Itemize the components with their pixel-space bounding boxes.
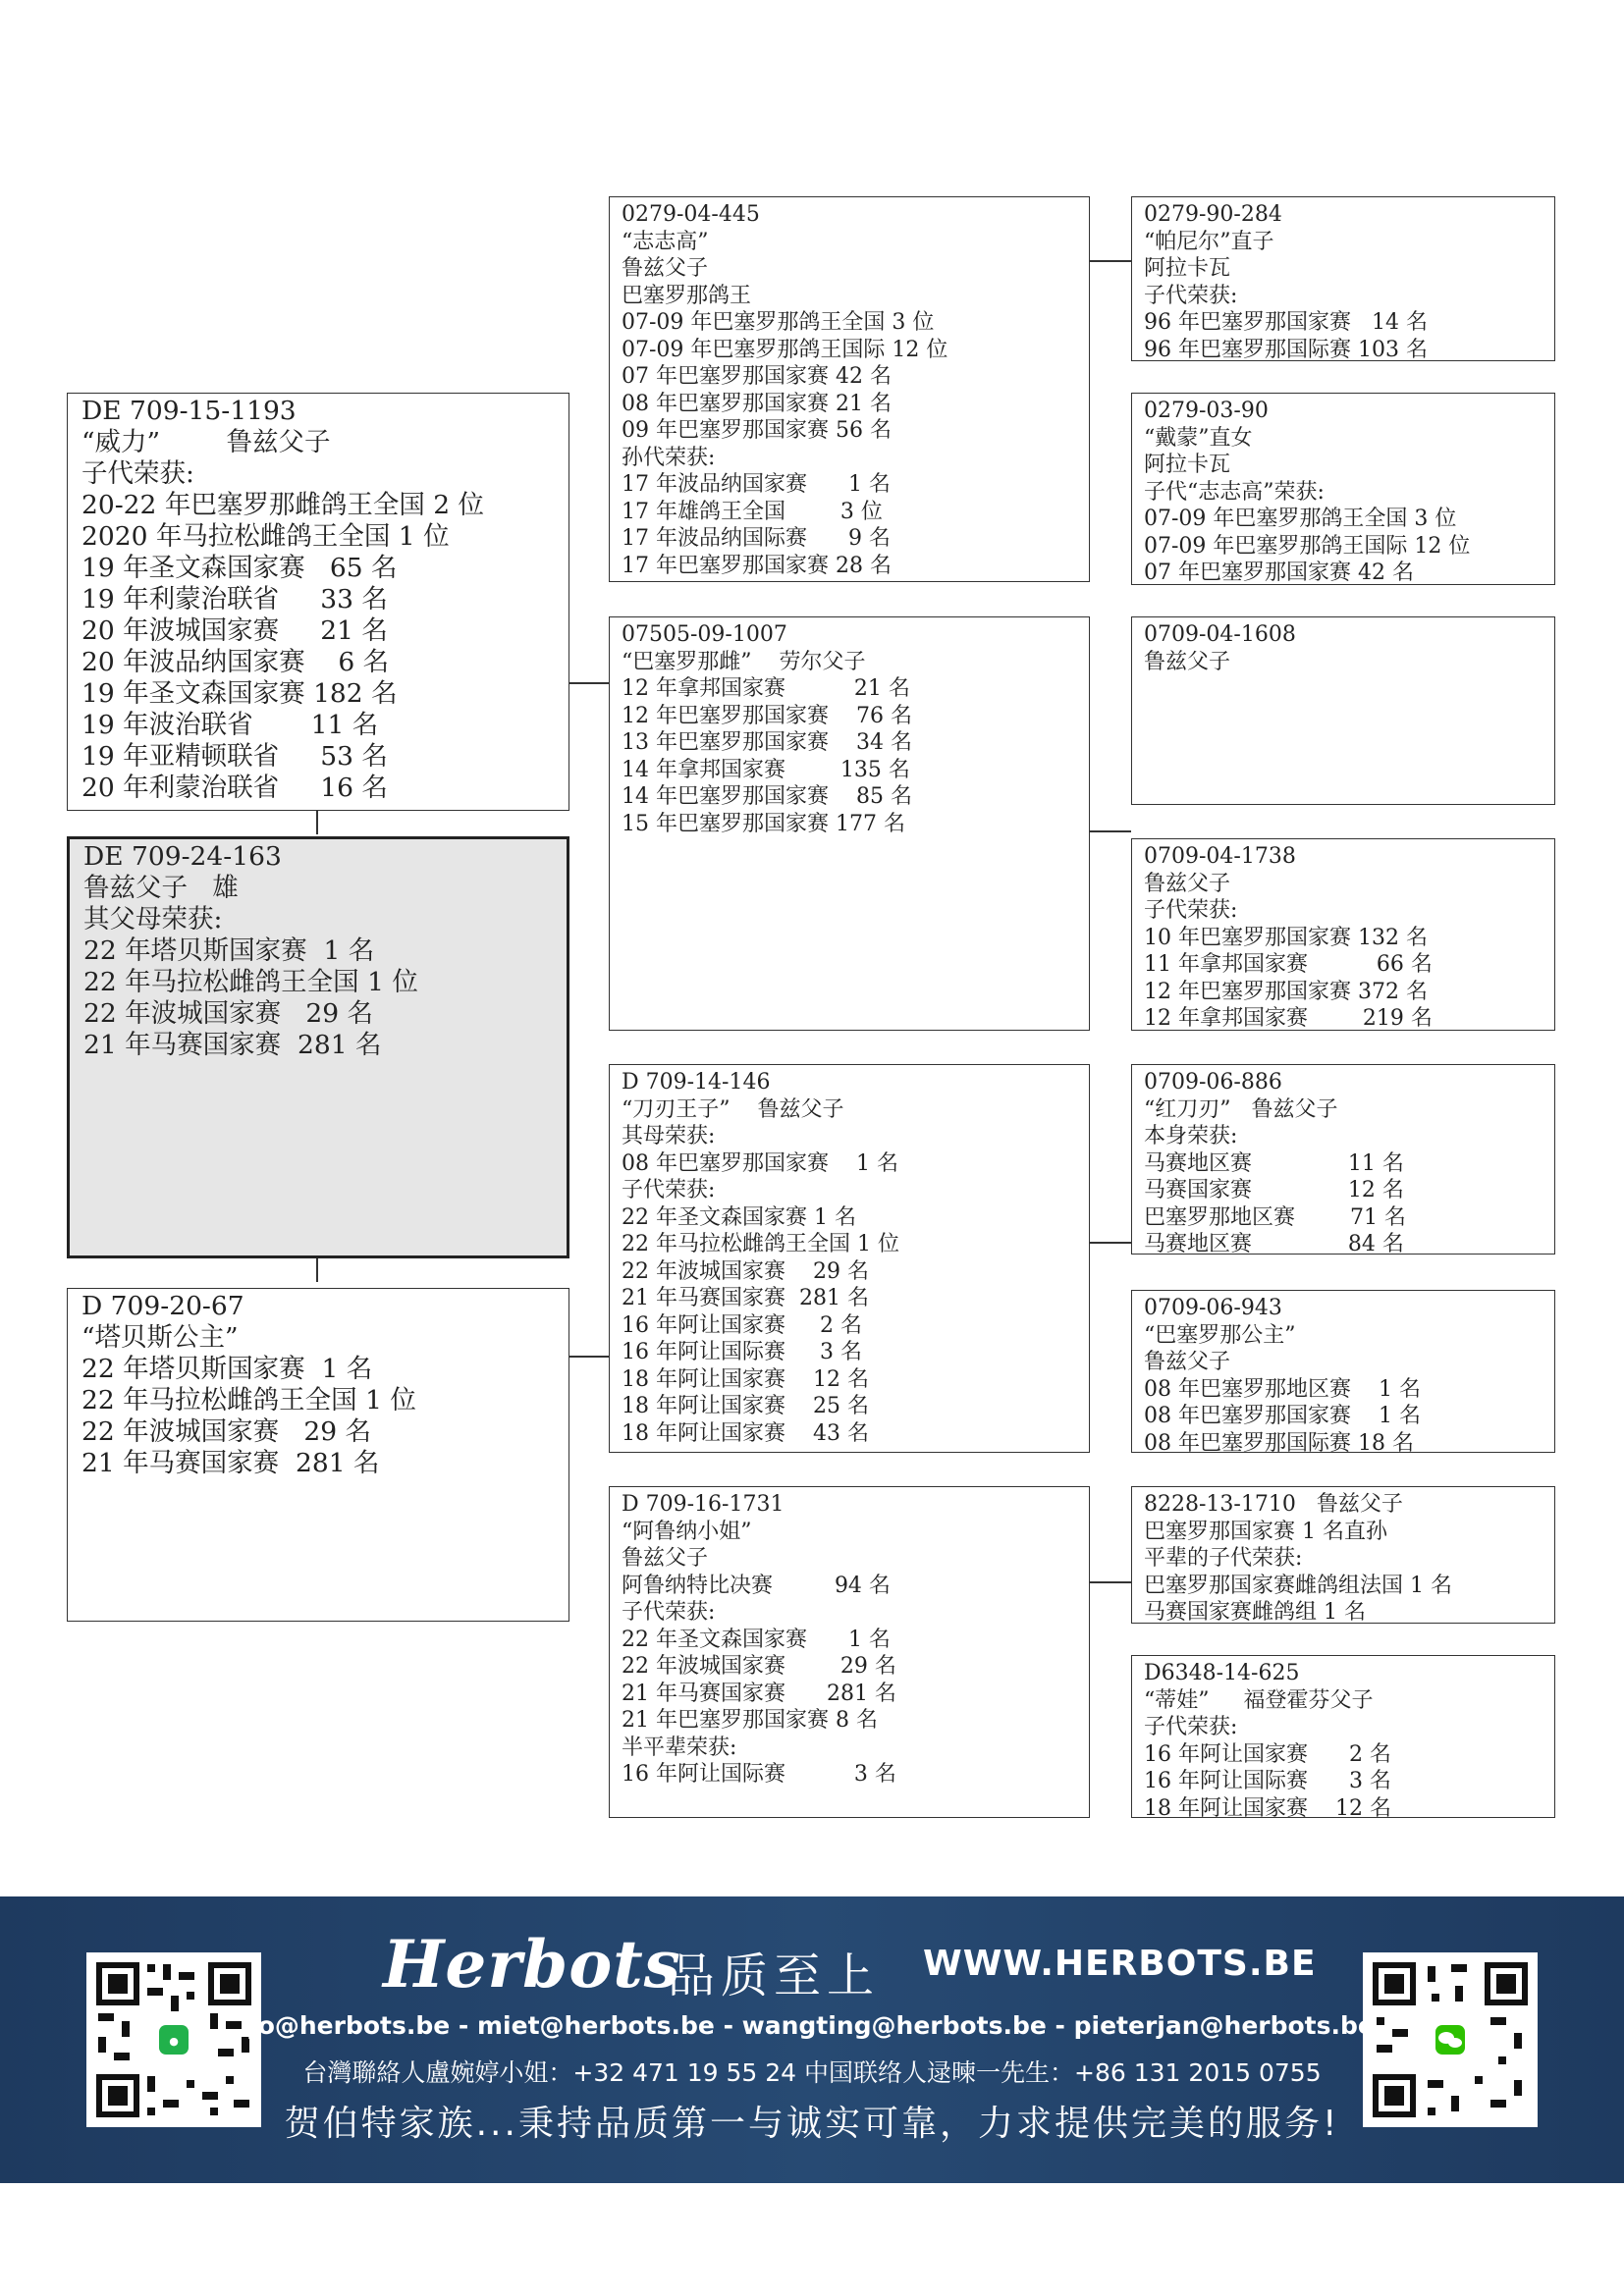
card-line: 22 年波城国家赛 29 名 — [622, 1654, 896, 1679]
ggp-card-text — [1144, 201, 1543, 363]
brand-header — [373, 1926, 1317, 2004]
card-line: 子代荣获: — [1144, 1715, 1238, 1739]
connector-line — [1090, 260, 1131, 262]
ggp-card-4 — [1131, 838, 1555, 1031]
card-line: 子代荣获: — [81, 458, 194, 489]
connector-line — [569, 1356, 609, 1358]
card-line: 20 年利蒙治联省 16 名 — [81, 773, 388, 803]
card-line: 阿鲁纳特比决赛 94 名 — [622, 1573, 891, 1598]
card-line: 08 年巴塞罗那地区赛 1 名 — [1144, 1376, 1421, 1402]
card-line: 08 年巴塞罗那国家赛 21 名 — [622, 391, 892, 416]
card-line: 07-09 年巴塞罗那鸽王国际 12 位 — [622, 337, 948, 362]
card-line: 鲁兹父子 — [1144, 649, 1231, 674]
card-line: 本身荣获: — [1144, 1124, 1238, 1148]
card-line: “巴塞罗那公主” — [1144, 1322, 1296, 1348]
connector-line — [316, 811, 318, 834]
ggp-card-text — [1144, 398, 1543, 587]
sire-card-text — [81, 396, 555, 804]
website-link[interactable]: WWW.HERBOTS.BE — [923, 1944, 1317, 1984]
card-line: 08 年巴塞罗那国际赛 18 名 — [1144, 1430, 1414, 1456]
card-line: 马赛地区赛 84 名 — [1144, 1232, 1404, 1256]
connector-line — [316, 1258, 318, 1282]
card-line: 22 年塔贝斯国家赛 1 名 — [81, 1354, 373, 1384]
card-line: 巴塞罗那鸽王 — [622, 283, 752, 308]
card-line: 08 年巴塞罗那国家赛 1 名 — [1144, 1404, 1421, 1428]
card-line: 07 年巴塞罗那国家赛 42 名 — [1144, 561, 1414, 585]
card-line: 12 年拿邦国家赛 21 名 — [622, 676, 910, 701]
card-line: 21 年马赛国家赛 281 名 — [622, 1681, 896, 1706]
card-line: 16 年阿让国际赛 3 名 — [622, 1340, 862, 1364]
card-line: D 709-20-67 — [81, 1291, 244, 1321]
card-line: 21 年马赛国家赛 281 名 — [81, 1448, 380, 1478]
contact-phones: 台灣聯絡人盧婉婷小姐：+32 471 19 55 24 中国联络人逯暕一先生：+86 131 2015 0755 — [302, 2058, 1322, 2087]
card-line: 16 年阿让国家赛 2 名 — [622, 1312, 862, 1338]
card-line: 22 年波城国家赛 29 名 — [81, 1416, 372, 1447]
card-line: 子代荣获: — [1144, 898, 1238, 923]
card-line: 20-22 年巴塞罗那雌鸽王全国 2 位 — [81, 490, 485, 520]
card-line: 22 年马拉松雌鸽王全国 1 位 — [622, 1232, 899, 1256]
card-line: 12 年巴塞罗那国家赛 76 名 — [622, 703, 912, 728]
card-line: 07 年巴塞罗那国家赛 42 名 — [622, 364, 892, 389]
dam-sire-card-text — [622, 1069, 1077, 1447]
subject-card-text — [83, 841, 553, 1061]
card-line: 22 年马拉松雌鸽王全国 1 位 — [81, 1385, 416, 1415]
card-line: 12 年拿邦国家赛 219 名 — [1144, 1006, 1433, 1031]
card-line: “蒂娃” 福登霍芬父子 — [1144, 1687, 1374, 1713]
ggp-card-3 — [1131, 616, 1555, 805]
card-line: 孙代荣获: — [622, 445, 716, 470]
card-line: 20 年波品纳国家赛 6 名 — [81, 647, 390, 677]
card-line: 阿拉卡瓦 — [1144, 256, 1231, 281]
card-line: 09 年巴塞罗那国家赛 56 名 — [622, 418, 892, 443]
dam-card — [67, 1288, 569, 1622]
footer-banner — [0, 1896, 1624, 2183]
ggp-card-2 — [1131, 393, 1555, 585]
ggp-card-1 — [1131, 196, 1555, 361]
card-line: 08 年巴塞罗那国家赛 1 名 — [622, 1150, 898, 1176]
card-line: 子代“志志高”荣获: — [1144, 479, 1325, 505]
card-line: 马赛地区赛 11 名 — [1144, 1150, 1404, 1176]
card-line: 07-09 年巴塞罗那鸽王全国 3 位 — [1144, 507, 1457, 531]
card-line: “威力” 鲁兹父子 — [81, 427, 331, 457]
card-line: 19 年圣文森国家赛 65 名 — [81, 553, 398, 583]
ggp-card-7 — [1131, 1486, 1555, 1624]
card-line: 其父母荣获: — [83, 904, 223, 934]
card-line: 其母荣获: — [622, 1124, 716, 1148]
card-line: 22 年马拉松雌鸽王全国 1 位 — [83, 967, 418, 997]
card-line: D6348-14-625 — [1144, 1661, 1300, 1685]
card-line: 07505-09-1007 — [622, 622, 787, 647]
card-line: 13 年巴塞罗那国家赛 34 名 — [622, 730, 912, 755]
sire-dam-card-text — [622, 621, 1077, 837]
card-line: 0279-04-445 — [622, 202, 760, 227]
ggp-card-text — [1144, 1660, 1543, 1822]
card-line: 18 年阿让国家赛 25 名 — [622, 1394, 869, 1418]
card-line: 19 年波治联省 11 名 — [81, 710, 379, 740]
card-line: “红刀刃” 鲁兹父子 — [1144, 1096, 1338, 1122]
card-line: DE 709-15-1193 — [81, 396, 297, 426]
card-line: “塔贝斯公主” — [81, 1322, 239, 1353]
herbots-logo: Herbots — [383, 1926, 681, 2002]
card-line: “志志高” — [622, 229, 709, 254]
card-line: 21 年巴塞罗那国家赛 8 名 — [622, 1708, 878, 1733]
card-line: 子代荣获: — [622, 1600, 716, 1625]
card-line: 11 年拿邦国家赛 66 名 — [1144, 952, 1433, 977]
card-line: 19 年利蒙治联省 33 名 — [81, 584, 388, 614]
card-line: 96 年巴塞罗那国家赛 14 名 — [1144, 310, 1428, 335]
sire-sire-card-text — [622, 201, 1077, 579]
card-line: DE 709-24-163 — [83, 841, 282, 872]
card-line: 8228-13-1710 鲁兹父子 — [1144, 1492, 1403, 1517]
card-line: 14 年巴塞罗那国家赛 85 名 — [622, 784, 912, 809]
card-line: 阿拉卡瓦 — [1144, 453, 1231, 477]
card-line: 0709-04-1608 — [1144, 622, 1296, 647]
ggp-card-8 — [1131, 1655, 1555, 1821]
card-line: 鲁兹父子 — [622, 256, 709, 281]
card-line: 19 年亚精顿联省 53 名 — [81, 741, 388, 772]
card-line: 18 年阿让国家赛 12 名 — [1144, 1795, 1391, 1821]
card-line: 10 年巴塞罗那国家赛 132 名 — [1144, 925, 1428, 950]
card-line: “巴塞罗那雌” 劳尔父子 — [622, 649, 866, 674]
ggp-card-text — [1144, 1295, 1543, 1457]
card-line: 子代荣获: — [622, 1178, 716, 1202]
card-line: “阿鲁纳小姐” — [622, 1519, 752, 1544]
card-line: 马赛国家赛雌鸽组 1 名 — [1144, 1600, 1366, 1625]
card-line: 0279-03-90 — [1144, 399, 1269, 423]
card-line: 巴塞罗那地区赛 71 名 — [1144, 1204, 1406, 1230]
dam-card-text — [81, 1291, 555, 1479]
card-line: 马赛国家赛 12 名 — [1144, 1178, 1404, 1202]
card-line: 17 年波品纳国家赛 1 名 — [622, 472, 891, 497]
card-line: 22 年波城国家赛 29 名 — [622, 1258, 869, 1284]
connector-line — [1090, 1242, 1131, 1244]
card-line: 16 年阿让国家赛 2 名 — [1144, 1741, 1391, 1767]
sire-sire-card — [609, 196, 1090, 582]
card-line: 19 年圣文森国家赛 182 名 — [81, 678, 398, 709]
card-line: “刀刃王子” 鲁兹父子 — [622, 1096, 844, 1122]
card-line: 16 年阿让国际赛 3 名 — [622, 1762, 896, 1787]
card-line: D 709-14-146 — [622, 1070, 771, 1095]
card-line: 18 年阿让国家赛 43 名 — [622, 1420, 869, 1446]
ggp-card-text — [1144, 1491, 1543, 1627]
connector-line — [1090, 1581, 1131, 1583]
card-line: 18 年阿让国家赛 12 名 — [622, 1366, 869, 1392]
dam-sire-card — [609, 1064, 1090, 1453]
card-line: 22 年波城国家赛 29 名 — [83, 998, 374, 1029]
card-line: 0709-04-1738 — [1144, 844, 1296, 869]
card-line: 14 年拿邦国家赛 135 名 — [622, 757, 910, 782]
sire-dam-card — [609, 616, 1090, 1031]
card-line: 0709-06-943 — [1144, 1296, 1282, 1320]
card-line: 22 年圣文森国家赛 1 名 — [622, 1627, 891, 1652]
company-motto: 贺伯特家族...秉持品质第一与诚实可靠，力求提供完美的服务! — [284, 2104, 1340, 2144]
card-line: 2020 年马拉松雌鸽王全国 1 位 — [81, 521, 450, 552]
card-line: 96 年巴塞罗那国际赛 103 名 — [1144, 337, 1428, 362]
card-line: “帕尼尔”直子 — [1144, 229, 1274, 254]
connector-line — [1090, 830, 1131, 832]
card-line: 20 年波城国家赛 21 名 — [81, 615, 388, 646]
card-line: 0709-06-886 — [1144, 1070, 1282, 1095]
ggp-card-text — [1144, 621, 1543, 675]
ggp-card-5 — [1131, 1064, 1555, 1255]
card-line: 22 年塔贝斯国家赛 1 名 — [83, 935, 375, 966]
card-line: 0279-90-284 — [1144, 202, 1282, 227]
card-line: 21 年马赛国家赛 281 名 — [83, 1030, 382, 1060]
connector-line — [569, 682, 609, 684]
card-line: 子代荣获: — [1144, 283, 1238, 308]
card-line: 鲁兹父子 — [1144, 1350, 1231, 1374]
card-line: 07-09 年巴塞罗那鸽王国际 12 位 — [1144, 533, 1471, 559]
card-line: 17 年巴塞罗那国家赛 28 名 — [622, 553, 892, 578]
ggp-card-text — [1144, 1069, 1543, 1258]
sire-card — [67, 393, 569, 811]
card-line: 巴塞罗那国家赛雌鸽组法国 1 名 — [1144, 1573, 1452, 1598]
card-line: 12 年巴塞罗那国家赛 372 名 — [1144, 979, 1428, 1004]
brand-slogan: 品质至上 — [668, 1949, 881, 2003]
card-line: 21 年马赛国家赛 281 名 — [622, 1286, 869, 1310]
email-addresses[interactable]: jo@herbots.be - miet@herbots.be - wangting@herbots.be - pieterjan@herbots.be — [249, 2011, 1375, 2040]
card-line: 17 年波品纳国际赛 9 名 — [622, 526, 891, 551]
dam-dam-card — [609, 1486, 1090, 1818]
card-line: D 709-16-1731 — [622, 1492, 785, 1517]
card-line: “戴蒙”直女 — [1144, 425, 1253, 451]
dam-dam-card-text — [622, 1491, 1077, 1789]
card-line: 鲁兹父子 — [1144, 871, 1231, 896]
card-line: 巴塞罗那国家赛 1 名直孙 — [1144, 1519, 1387, 1544]
ggp-card-6 — [1131, 1290, 1555, 1456]
card-line: 平辈的子代荣获: — [1144, 1546, 1303, 1571]
card-line: 半平辈荣获: — [622, 1735, 737, 1760]
card-line: 鲁兹父子 — [622, 1546, 709, 1571]
card-line: 16 年阿让国际赛 3 名 — [1144, 1769, 1391, 1793]
subject-card — [67, 836, 569, 1258]
card-line: 17 年雄鸽王全国 3 位 — [622, 499, 883, 524]
card-line: 15 年巴塞罗那国家赛 177 名 — [622, 811, 905, 836]
card-line: 鲁兹父子 雄 — [83, 873, 239, 903]
card-line: 07-09 年巴塞罗那鸽王全国 3 位 — [622, 310, 935, 335]
svg-text:●: ● — [169, 2035, 179, 2048]
card-line: 22 年圣文森国家赛 1 名 — [622, 1204, 856, 1230]
ggp-card-text — [1144, 843, 1543, 1033]
